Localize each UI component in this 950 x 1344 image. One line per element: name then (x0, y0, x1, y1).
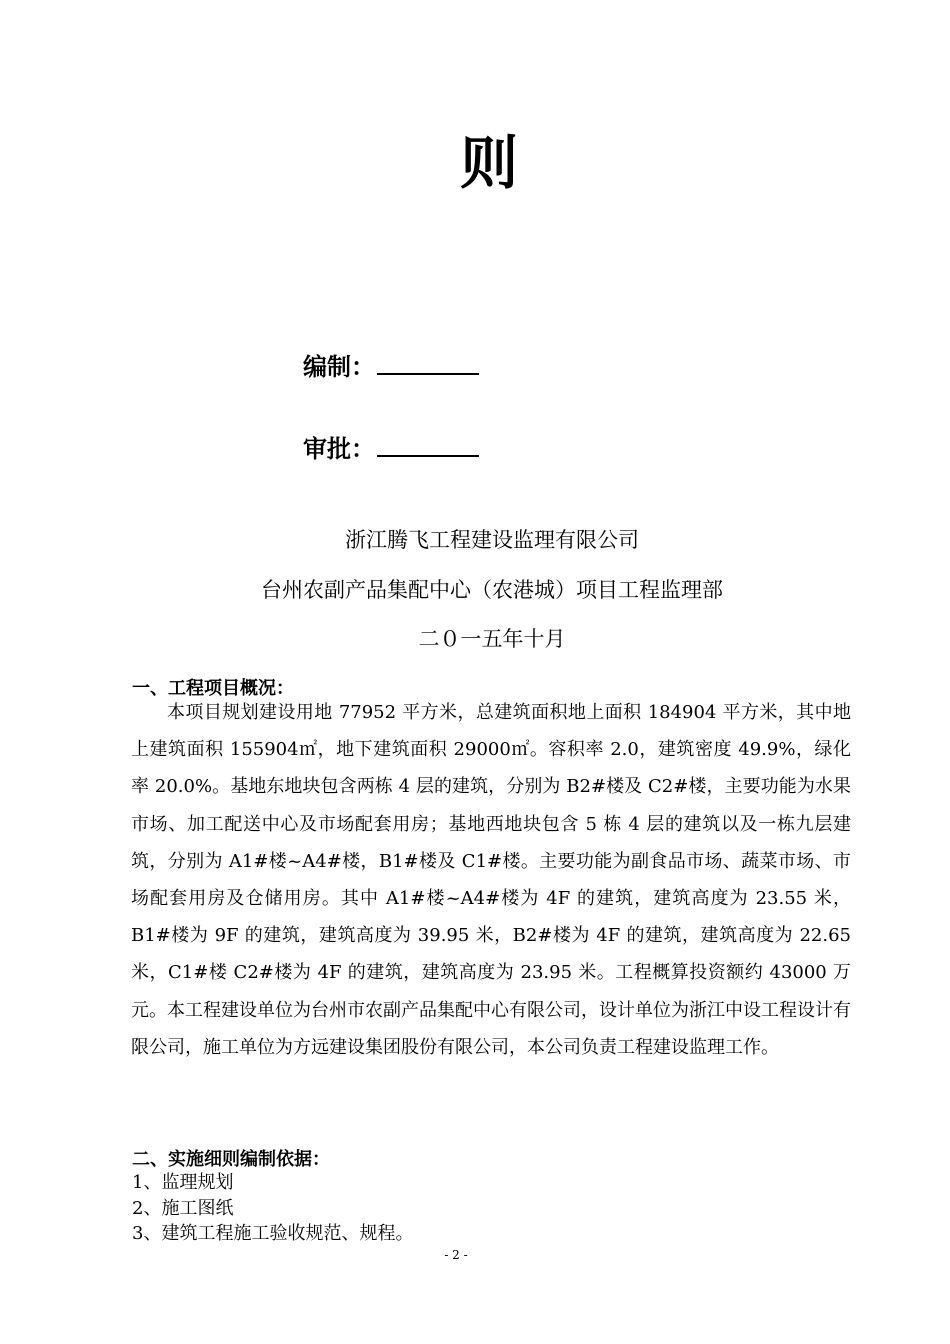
section-heading-overview: 一、工程项目概况： (132, 678, 294, 699)
list-item: 2、施工图纸 (132, 1197, 234, 1219)
approver-label: 审批： (303, 435, 375, 463)
compiler-signature-line (303, 351, 479, 383)
document-date: 二０一五年十月 (418, 627, 566, 651)
approver-blank (377, 433, 479, 457)
basis-list (132, 1170, 413, 1247)
page-number: - 2 - (444, 1248, 468, 1262)
section-heading-basis: 二、实施细则编制依据： (132, 1149, 330, 1170)
list-item: 3、建筑工程施工验收规范、规程。 (132, 1223, 414, 1244)
overview-paragraph: 本项目规划建设用地 77952 平方米，总建筑面积地上面积 184904 平方米，其中地上建筑面积 155904㎡，地下建筑面积 29000㎡。容积率 2.0，建筑密度 49.9%，绿化率 20.0%。基地东地块包含两栋 4 层的建筑，分别为 B2#楼及 C2#楼，主要功能为水果市场、加工配送中心及市场配套用房；基地西地块包含 5 栋 4 层的建筑以及一栋九层建筑，分别为 A1#楼~A4#楼，B1#楼及 C1#楼。主要功能为副食品市场、蔬菜市场、市场配套用房及仓储用房。其中 A1#楼~A4#楼为 4F 的建筑，建筑高度为 23.55 米，B1#楼为 9F 的建筑，建筑高度为 39.95 米，B2#楼为 4F 的建筑，建筑高度为 22.65 米，C1#楼 C2#楼为 4F 的建筑，建筑高度为 23.95 米。工程概算投资额约 43000 万元。本工程建设单位为台州市农副产品集配中心有限公司，设计单位为浙江中设工程设计有限公司，施工单位为方远建设集团股份有限公司，本公司负责工程建设监理工作。 (131, 702, 851, 1058)
document-title-fragment: 则 (459, 129, 518, 197)
approver-signature-line (303, 433, 479, 465)
company-name: 浙江腾飞工程建设监理有限公司 (345, 528, 639, 552)
project-department: 台州农副产品集配中心（农港城）项目工程监理部 (261, 578, 723, 602)
compiler-label: 编制： (303, 353, 375, 381)
list-item: 1、监理规划 (132, 1172, 234, 1193)
compiler-blank (377, 351, 479, 375)
